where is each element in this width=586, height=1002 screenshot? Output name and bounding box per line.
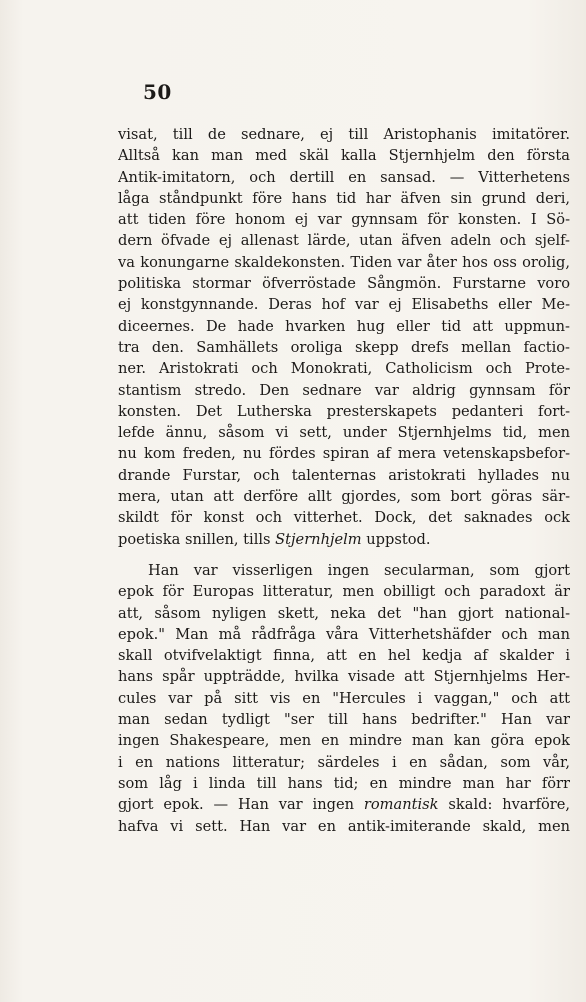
text-line: nu kom freden, nu fördes spiran af mera vetenskapsbefor- xyxy=(118,445,570,463)
text-line: cules var på sitt vis en "Hercules i vaggan," och att xyxy=(118,689,570,707)
text-line: mera, utan att derföre allt gjordes, som bort göras sär- xyxy=(118,488,570,506)
text-line: hans spår uppträdde, hvilka visade att Stjernhjelms Her- xyxy=(118,668,570,686)
text-line: i en nations litteratur; särdeles i en sådan, som vår, xyxy=(118,753,570,771)
text-line xyxy=(118,529,570,550)
text-line: dern öfvade ej allenast lärde, utan äfven adeln och sjelf- xyxy=(118,232,570,250)
text-line: som låg i linda till hans tid; en mindre man har förr xyxy=(118,774,570,792)
text-line: va konungarne skaldekonsten. Tiden var åter hos oss orolig, xyxy=(118,253,570,271)
text-run: uppstod. xyxy=(366,530,431,548)
text-line: tra den. Samhällets oroliga skepp drefs mellan factio- xyxy=(118,338,570,356)
text-line: visat, till de sednare, ej till Aristophanis imitatörer. xyxy=(118,126,570,143)
text-line: man sedan tydligt "ser till hans bedrifter." Han var xyxy=(118,711,570,729)
text-line: epok för Europas litteratur, men obilligt och paradoxt är xyxy=(118,583,570,601)
text-line: att tiden före honom ej var gynnsam för konsten. I Sö- xyxy=(118,211,570,229)
paragraph xyxy=(118,560,570,837)
text-line: stantism stredo. Den sednare var aldrig gynnsam för xyxy=(118,381,570,399)
text-line: drande Furstar, och talenternas aristokrati hyllades nu xyxy=(118,466,570,484)
text-line: låga ståndpunkt före hans tid har äfven sin grund deri, xyxy=(118,189,570,207)
paragraph xyxy=(118,124,570,550)
text-line: epok." Man må rådfråga våra Vitterhetshäfder och man xyxy=(118,625,570,643)
text-line: skildt för konst och vitterhet. Dock, det saknades ock xyxy=(118,509,570,527)
text-line: politiska stormar öfverröstade Sångmön. Furstarne voro xyxy=(118,275,570,293)
text-run: skald: hvarföre, xyxy=(448,796,570,814)
text-line: konsten. Det Lutherska presterskapets pedanteri fort- xyxy=(118,402,570,420)
text-line: Antik-imitatorn, och dertill en sansad. — Vitterhetens xyxy=(118,168,570,186)
text-line: diceernes. De hade hvarken hug eller tid att uppmun- xyxy=(118,317,570,335)
text-line: lefde ännu, såsom vi sett, under Stjernhjelms tid, men xyxy=(118,424,570,442)
page-number: 50 xyxy=(143,80,172,104)
text-run: gjort epok. — Han var ingen xyxy=(118,796,355,814)
text-line: att, såsom nyligen skett, neka det "han gjort national- xyxy=(118,604,570,622)
text-line: Han var visserligen ingen secularman, som gjort xyxy=(148,562,570,579)
text-line: skall otvifvelaktigt finna, att en hel kedja af skalder i xyxy=(118,647,570,665)
text-line: Alltså kan man med skäl kalla Stjernhjelm den första xyxy=(118,147,570,165)
italic-name: Stjernhjelm xyxy=(275,530,362,548)
text-line: hafva vi sett. Han var en antik-imiterande skald, men xyxy=(118,817,570,835)
text-line xyxy=(118,794,570,815)
text-run: poetiska snillen, tills xyxy=(118,530,271,548)
text-line: ner. Aristokrati och Monokrati, Catholicism och Prote- xyxy=(118,360,570,378)
text-line: ej konstgynnande. Deras hof var ej Elisabeths eller Me- xyxy=(118,296,570,314)
text-line: ingen Shakespeare, men en mindre man kan göra epok xyxy=(118,732,570,750)
italic-word: romantisk xyxy=(363,796,439,814)
